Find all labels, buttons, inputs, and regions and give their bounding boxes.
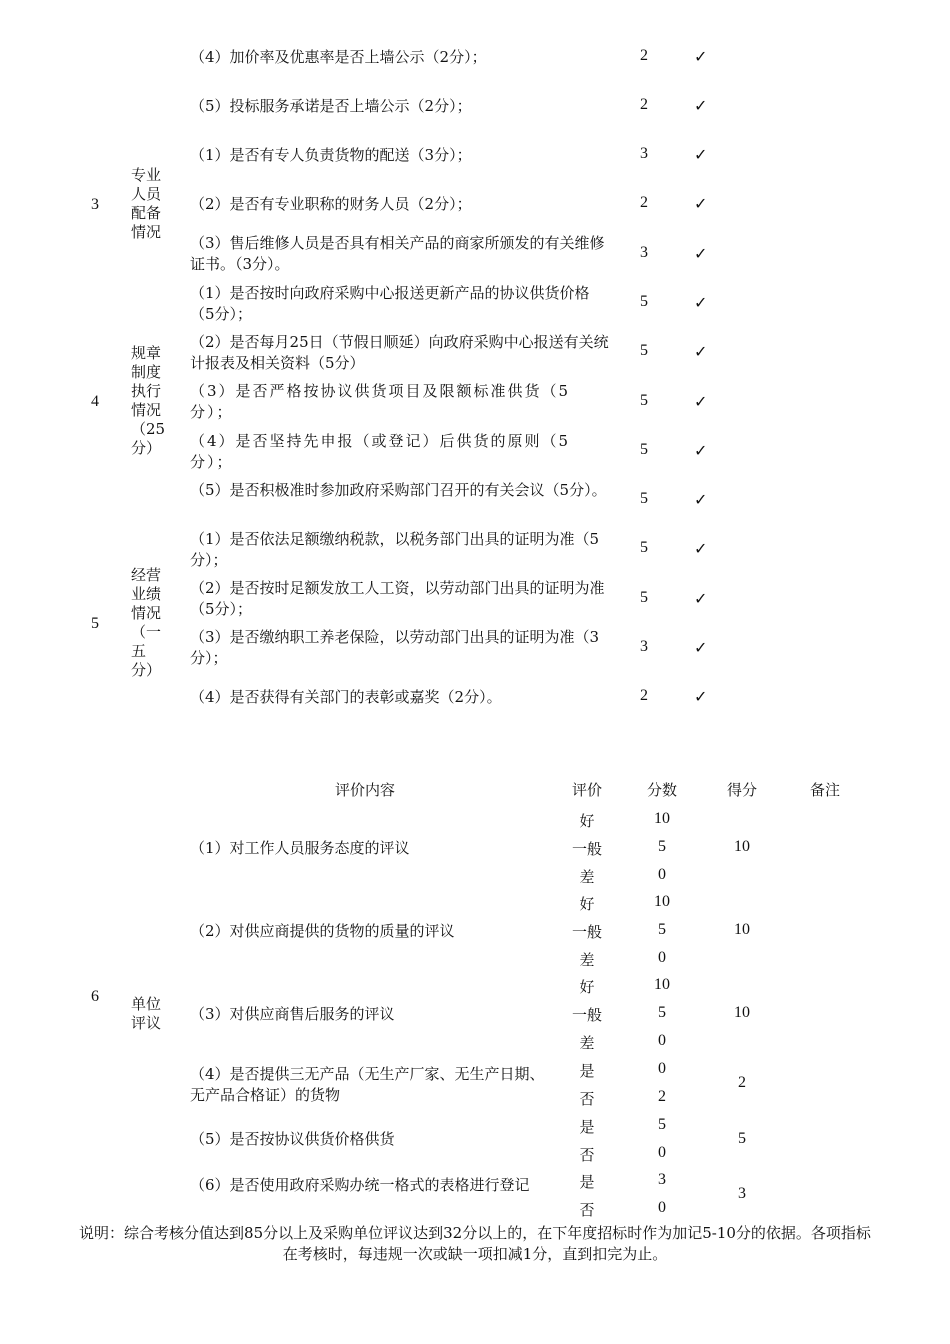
criterion-score: 2 <box>640 194 648 211</box>
check-icon: ✓ <box>694 47 708 66</box>
criterion-text: （1）是否有专人负责货物的配送（3分）； <box>190 146 472 164</box>
rating-option: 好 <box>579 895 595 913</box>
criterion-score: 3 <box>640 638 648 655</box>
criterion-text: （2）是否有专业职称的财务人员（2分）； <box>190 195 472 213</box>
criterion-text: （3）是否缴纳职工养老保险，以劳动部门出具的证明为准（3分）； <box>190 628 600 667</box>
criterion-score: 5 <box>640 392 648 409</box>
rating-points: 5 <box>658 1116 666 1133</box>
criterion-text: （1）是否依法足额缴纳税款，以税务部门出具的证明为准（5分）； <box>190 530 600 569</box>
check-icon: ✓ <box>694 293 708 312</box>
group-label: 经营业绩情况（一五分） <box>131 566 162 679</box>
rating-option: 是 <box>579 1173 595 1191</box>
evaluation-item: （5）是否按协议供货价格供货 <box>190 1130 395 1148</box>
rating-points: 0 <box>658 1060 666 1077</box>
rating-points: 0 <box>658 1199 666 1216</box>
header-score: 得分 <box>726 781 757 799</box>
criterion-score: 5 <box>640 441 648 458</box>
rating-points: 5 <box>658 1004 666 1021</box>
rating-points: 2 <box>658 1088 666 1105</box>
criterion-text: （1）是否按时向政府采购中心报送更新产品的协议供货价格（5分）； <box>190 284 590 323</box>
check-icon: ✓ <box>694 589 708 608</box>
group-number: 5 <box>91 615 99 632</box>
check-icon: ✓ <box>694 96 708 115</box>
criterion-text: （5）投标服务承诺是否上墙公示（2分）； <box>190 97 472 115</box>
item-score: 10 <box>734 921 750 938</box>
rating-points: 5 <box>658 838 666 855</box>
group-label: 单位评议 <box>131 995 162 1032</box>
rating-option: 是 <box>579 1118 595 1136</box>
criterion-score: 3 <box>640 145 648 162</box>
rating-option: 一般 <box>571 1006 602 1024</box>
item-score: 3 <box>738 1185 746 1202</box>
footnote: 说明：综合考核分值达到85分以上及采购单位评议达到32分以上的，在下年度招标时作为加记5-10分的依据。各项指标在考核时，每违规一次或缺一项扣减1分，直到扣完为止。 <box>79 1224 871 1263</box>
criterion-text: （5）是否积极准时参加政府采购部门召开的有关会议（5分）。 <box>190 481 607 499</box>
item-score: 2 <box>738 1074 746 1091</box>
rating-option: 差 <box>579 868 595 886</box>
rating-option: 一般 <box>571 923 602 941</box>
group-label: 专业人员配备情况 <box>131 166 162 241</box>
criterion-text: （3）是否严格按协议供货项目及限额标准供货（5分）； <box>190 382 571 421</box>
rating-points: 10 <box>654 976 670 993</box>
evaluation-item: （3）对供应商售后服务的评议 <box>190 1005 395 1023</box>
rating-option: 一般 <box>571 840 602 858</box>
criterion-text: （4）是否获得有关部门的表彰或嘉奖（2分）。 <box>190 688 502 706</box>
check-icon: ✓ <box>694 687 708 706</box>
rating-option: 是 <box>579 1062 595 1080</box>
criterion-text: （2）是否每月25日（节假日顺延）向政府采购中心报送有关统计报表及相关资料（5分） <box>190 333 609 372</box>
rating-option: 差 <box>579 951 595 969</box>
rating-points: 0 <box>658 1144 666 1161</box>
header-points: 分数 <box>646 781 677 799</box>
header-remark: 备注 <box>809 781 840 799</box>
criterion-score: 5 <box>640 589 648 606</box>
evaluation-item: （1）对工作人员服务态度的评议 <box>190 839 410 857</box>
rating-points: 0 <box>658 866 666 883</box>
evaluation-item: （4）是否提供三无产品（无生产厂家、无生产日期、无产品合格证）的货物 <box>190 1065 545 1104</box>
criterion-text: （3）售后维修人员是否具有相关产品的商家所颁发的有关维修证书。（3分）。 <box>190 234 605 273</box>
criterion-score: 5 <box>640 342 648 359</box>
group-number: 6 <box>91 988 99 1005</box>
item-score: 5 <box>738 1130 746 1147</box>
criterion-score: 5 <box>640 539 648 556</box>
criterion-score: 5 <box>640 490 648 507</box>
check-icon: ✓ <box>694 392 708 411</box>
rating-option: 否 <box>579 1146 595 1164</box>
criterion-text: （4）加价率及优惠率是否上墙公示（2分）； <box>190 48 487 66</box>
rating-option: 否 <box>579 1090 595 1108</box>
check-icon: ✓ <box>694 638 708 657</box>
item-score: 10 <box>734 838 750 855</box>
rating-option: 否 <box>579 1201 595 1219</box>
check-icon: ✓ <box>694 490 708 509</box>
group-number: 4 <box>91 393 99 410</box>
group-label: 规章制度执行情况（25分） <box>131 344 166 457</box>
rating-points: 3 <box>658 1171 666 1188</box>
rating-option: 好 <box>579 978 595 996</box>
header-content: 评价内容 <box>334 781 395 799</box>
criterion-text: （2）是否按时足额发放工人工资，以劳动部门出具的证明为准（5分）； <box>190 579 605 618</box>
evaluation-item: （2）对供应商提供的货物的质量的评议 <box>190 922 455 940</box>
rating-option: 好 <box>579 812 595 830</box>
item-score: 10 <box>734 1004 750 1021</box>
check-icon: ✓ <box>694 194 708 213</box>
evaluation-item: （6）是否使用政府采购办统一格式的表格进行登记 <box>190 1176 530 1194</box>
criterion-score: 2 <box>640 687 648 704</box>
check-icon: ✓ <box>694 145 708 164</box>
rating-points: 10 <box>654 893 670 910</box>
group-number: 3 <box>91 196 99 213</box>
header-rating: 评价 <box>571 781 602 799</box>
criterion-text: （4）是否坚持先申报（或登记）后供货的原则（5分）； <box>190 432 571 471</box>
check-icon: ✓ <box>694 244 708 263</box>
criterion-score: 2 <box>640 47 648 64</box>
criterion-score: 5 <box>640 293 648 310</box>
check-icon: ✓ <box>694 539 708 558</box>
criterion-score: 3 <box>640 244 648 261</box>
check-icon: ✓ <box>694 342 708 361</box>
rating-points: 0 <box>658 949 666 966</box>
check-icon: ✓ <box>694 441 708 460</box>
criterion-score: 2 <box>640 96 648 113</box>
rating-points: 10 <box>654 810 670 827</box>
rating-points: 0 <box>658 1032 666 1049</box>
rating-points: 5 <box>658 921 666 938</box>
rating-option: 差 <box>579 1034 595 1052</box>
